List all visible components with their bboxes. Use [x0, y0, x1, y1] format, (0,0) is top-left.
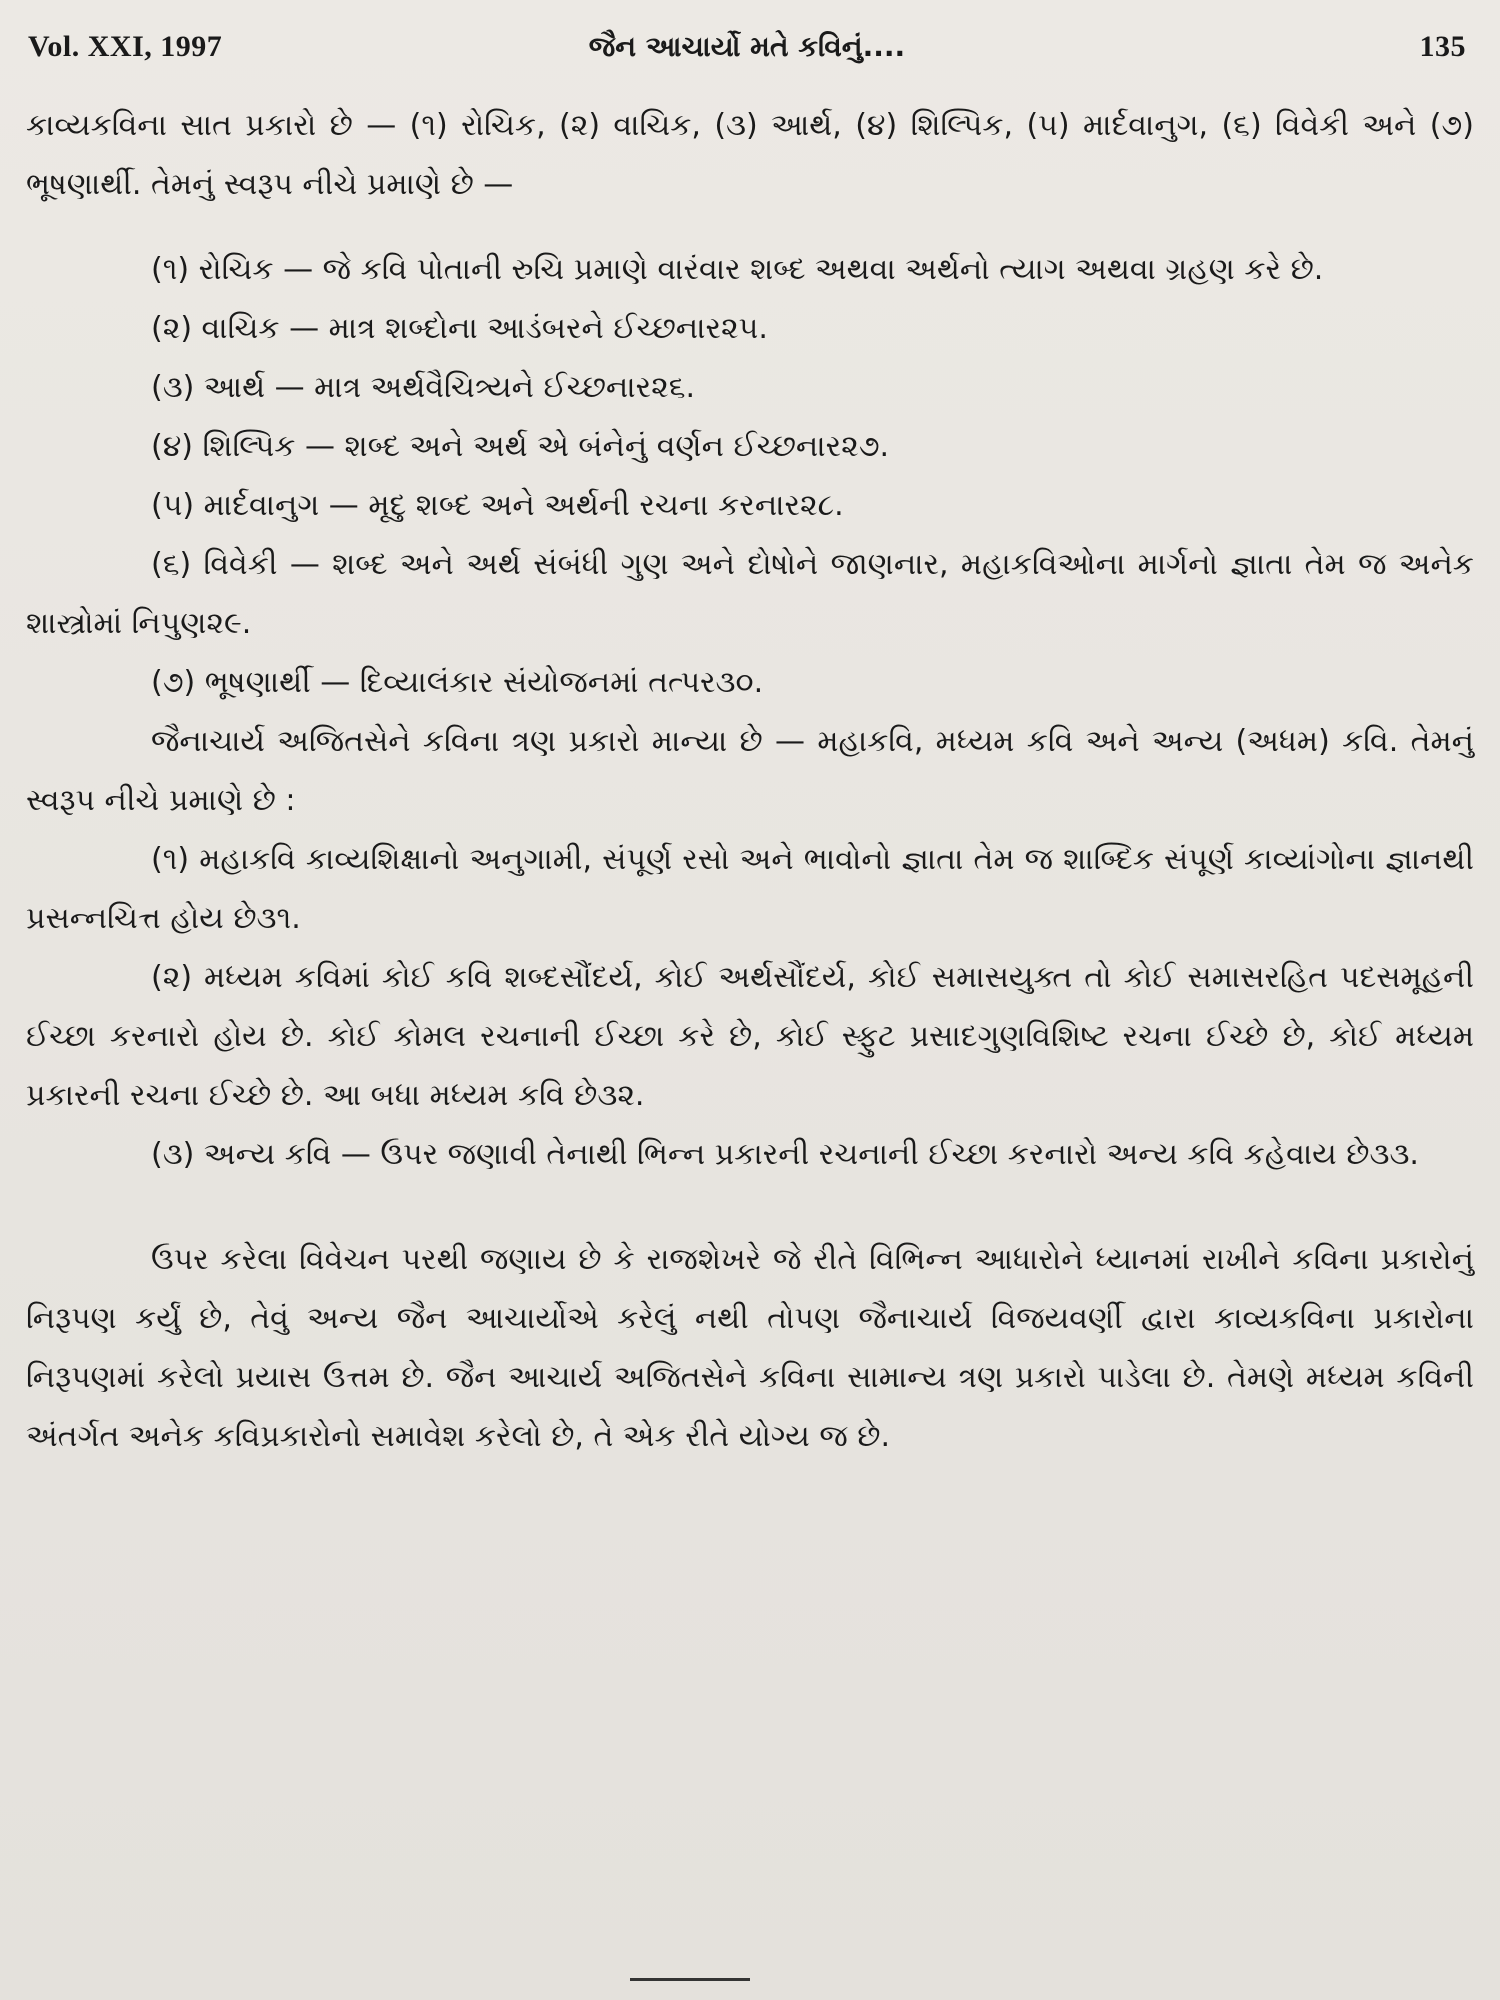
conclusion-paragraph: ઉપર કરેલા વિવેચન પરથી જણાય છે કે રાજશેખરે જે રીતે વિભિન્ન આધારોને ધ્યાનમાં રાખીને કવિના પ્રકારોનું નિરૂપણ કર્યું છે, તેવું અન્ય જૈન આચાર્યોએ કરેલું નથી તોપણ જૈનાચાર્ય વિજયવર્ણી દ્વારા કાવ્યકવિના પ્રકારોના નિરૂપણમાં કરેલો પ્રયાસ ઉત્તમ છે. જૈન આચાર્ય અજિતસેને કવિના સામાન્ય ત્રણ પ્રકારો પાડેલા છે. તેમણે મધ્યમ કવિની અંતર્ગત અનેક કવિપ્રકારોનો સમાવેશ કરેલો છે, તે એક રીતે યોગ્ય જ છે.	[26, 1242, 1474, 1454]
madhyam-kavi-paragraph: (૨) મધ્યમ કવિમાં કોઈ કવિ શબ્દસૌંદર્ય, કોઈ અર્થસૌંદર્ય, કોઈ સમાસયુક્ત તો કોઈ સમાસરહિત પદસમૂહની ઈચ્છા કરનારો હોય છે. કોઈ કોમલ રચનાની ઈચ્છા કરે છે, કોઈ સ્ફુટ પ્રસાદગુણવિશિષ્ટ રચના ઈચ્છે છે, કોઈ મધ્યમ પ્રકારની રચના ઈચ્છે છે. આ બધા મધ્યમ કવિ છે૩૨.	[26, 960, 1474, 1113]
type-vachik: (૨) વાચિક — માત્ર શબ્દોના આડંબરને ઈચ્છનાર૨૫.	[151, 311, 768, 346]
footer-divider	[630, 1978, 750, 1981]
ajitsena-paragraph: જૈનાચાર્ય અજિતસેને કવિના ત્રણ પ્રકારો માન્યા છે — મહાકવિ, મધ્યમ કવિ અને અન્ય (અધમ) કવિ. તેમનું સ્વરૂપ નીચે પ્રમાણે છે :	[26, 724, 1474, 818]
type-shilpik: (૪) શિલ્પિક — શબ્દ અને અર્થ એ બંનેનું વર્ણન ઈચ્છનાર૨૭.	[151, 429, 890, 464]
journal-volume: Vol. XXI, 1997	[28, 30, 223, 63]
anya-kavi-paragraph: (૩) અન્ય કવિ — ઉપર જણાવી તેનાથી ભિન્ન પ્રકારની રચનાની ઈચ્છા કરનારો અન્ય કવિ કહેવાય છે૩૩.	[151, 1137, 1419, 1172]
running-header	[28, 22, 1466, 72]
page-number: 135	[1419, 30, 1466, 63]
intro-paragraph: કાવ્યકવિના સાત પ્રકારો છે — (૧) રોચિક, (૨) વાચિક, (૩) આર્થ, (૪) શિલ્પિક, (૫) માર્દવાનુગ, (૬) વિવેકી અને (૭) ભૂષણાર્થી. તેમનું સ્વરૂપ નીચે પ્રમાણે છે —	[26, 108, 1474, 202]
type-mardavanug: (૫) માર્દવાનુગ — મૃદુ શબ્દ અને અર્થની રચના કરનાર૨૮.	[151, 488, 844, 523]
article-body	[26, 96, 1474, 1466]
running-title: જૈન આચાર્યો મતે કવિનું....	[588, 30, 906, 63]
type-arth: (૩) આર્થ — માત્ર અર્થવૈચિત્ર્યને ઈચ્છનાર૨૬.	[151, 370, 696, 405]
type-rochik: (૧) રોચિક — જે કવિ પોતાની રુચિ પ્રમાણે વારંવાર શબ્દ અથવા અર્થનો ત્યાગ અથવા ગ્રહણ કરે છે.	[151, 252, 1324, 287]
type-viveki: (૬) વિવેકી — શબ્દ અને અર્થ સંબંધી ગુણ અને દોષોને જાણનાર, મહાકવિઓના માર્ગનો જ્ઞાતા તેમ જ અનેક શાસ્ત્રોમાં નિપુણ૨૯.	[26, 547, 1474, 641]
type-bhushanarthi: (૭) ભૂષણાર્થી — દિવ્યાલંકાર સંયોજનમાં તત્પર૩૦.	[151, 665, 764, 700]
mahakavi-paragraph: (૧) મહાકવિ કાવ્યશિક્ષાનો અનુગામી, સંપૂર્ણ રસો અને ભાવોનો જ્ઞાતા તેમ જ શાબ્દિક સંપૂર્ણ કાવ્યાંગોના જ્ઞાનથી પ્રસન્નચિત્ત હોય છે૩૧.	[26, 842, 1474, 936]
